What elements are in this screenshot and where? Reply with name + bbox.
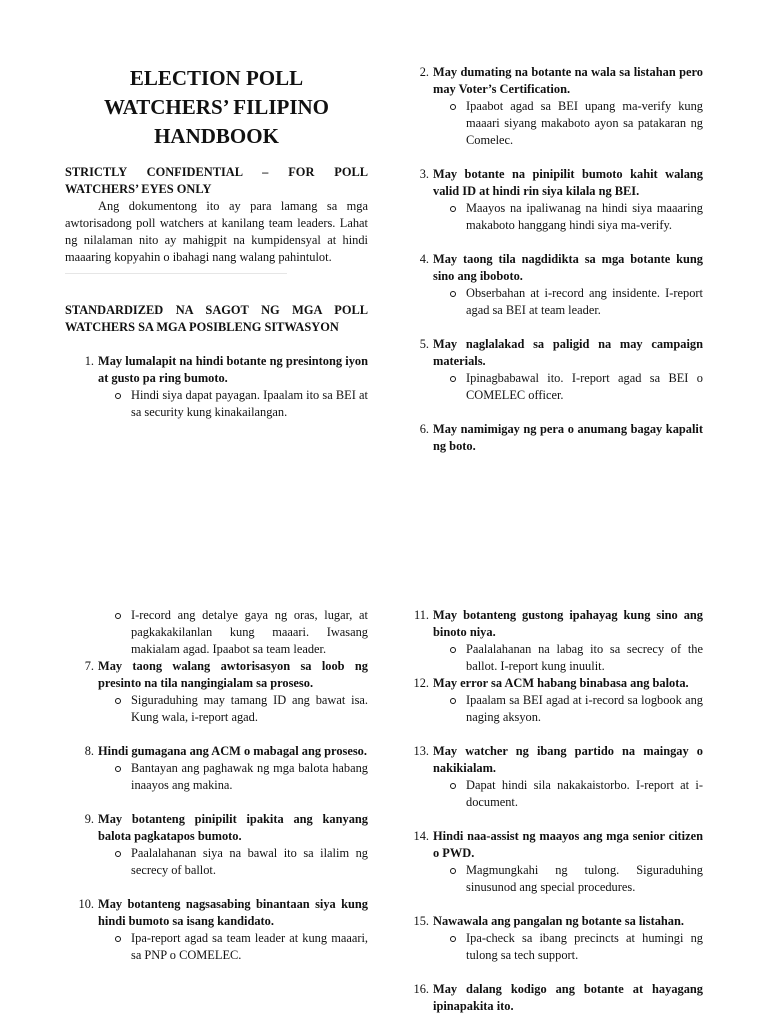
item-bullet bbox=[433, 777, 703, 811]
bullet-text: Paalalahanan siya na bawal ito sa ilalim ng secrecy of ballot. bbox=[131, 846, 368, 877]
bullet-text: Maayos na ipaliwanag na hindi siya maaaring makaboto hanggang hindi siya ma-verify. bbox=[466, 201, 703, 232]
item-bullet bbox=[433, 862, 703, 896]
bullet-text: Dapat hindi sila nakakaistorbo. I-report at i-document. bbox=[466, 778, 703, 809]
list-item bbox=[400, 421, 703, 455]
list-item bbox=[400, 64, 703, 149]
bullet-text: I-record ang detalye gaya ng oras, lugar, at pagkakakilanlan kung maaari. Iwasang makialam agad. Ipaabot sa team leader. bbox=[131, 608, 368, 656]
item-bullet bbox=[98, 387, 368, 421]
bullet-text: Ipinagbabawal ito. I-report agad sa BEI o COMELEC officer. bbox=[466, 371, 703, 402]
intro-paragraph: Ang dokumentong ito ay para lamang sa mga awtorisadong poll watchers at kanilang team leaders. Lahat ng nilalaman nito ay mahigpit na kumpidensyal at hindi maaaring kopyahin o ibahagi nang walang pahintulot. bbox=[65, 199, 368, 264]
circle-bullet-icon bbox=[115, 613, 121, 619]
bullet-text: Paalalahanan na labag ito sa secrecy of the ballot. I-report kung inuulit. bbox=[466, 642, 703, 673]
item-title: May botanteng pinipilit ipakita ang kanyang balota pagkatapos bumoto. bbox=[98, 812, 368, 843]
item-number: 10. bbox=[78, 897, 94, 911]
item-bullet bbox=[98, 692, 368, 726]
item-bullet bbox=[98, 930, 368, 964]
item-number: 5. bbox=[419, 337, 429, 351]
item-number: 7. bbox=[84, 659, 94, 673]
item-title: Hindi gumagana ang ACM o mabagal ang proseso. bbox=[98, 744, 367, 758]
divider bbox=[65, 273, 287, 274]
section-heading: STANDARDIZED NA SAGOT NG MGA POLL WATCHERS SA MGA POSIBLENG SITWASYON bbox=[65, 303, 368, 334]
item-bullet bbox=[433, 930, 703, 964]
item-number: 2. bbox=[419, 65, 429, 79]
item-title: May error sa ACM habang binabasa ang balota. bbox=[433, 676, 689, 690]
confidential-heading: STRICTLY CONFIDENTIAL – FOR POLL WATCHERS’ EYES ONLY bbox=[65, 165, 368, 196]
title-line: WATCHERS’ FILIPINO bbox=[103, 95, 329, 119]
circle-bullet-icon bbox=[450, 206, 456, 212]
item-number: 16. bbox=[413, 982, 429, 996]
list-item bbox=[400, 166, 703, 234]
bullet-text: Siguraduhing may tamang ID ang bawat isa. Kung wala, i-report agad. bbox=[131, 693, 368, 724]
bullet-text: Obserbahan at i-record ang insidente. I-report agad sa BEI at team leader. bbox=[466, 286, 703, 317]
circle-bullet-icon bbox=[450, 291, 456, 297]
item-title: May botante na pinipilit bumoto kahit walang valid ID at hindi rin siya kilala ng BEI. bbox=[433, 167, 703, 198]
item-bullet bbox=[98, 760, 368, 794]
bullet-text: Hindi siya dapat payagan. Ipaalam ito sa BEI at sa security kung kinakailangan. bbox=[131, 388, 368, 419]
item-bullet bbox=[98, 607, 368, 658]
page2-right-column bbox=[400, 607, 703, 1015]
page1-left-column bbox=[65, 64, 368, 421]
item-bullet bbox=[433, 692, 703, 726]
item-bullet bbox=[433, 200, 703, 234]
item-title: May taong walang awtorisasyon sa loob ng presinto na tila nangingialam sa proseso. bbox=[98, 659, 368, 690]
item-title: Hindi naa-assist ng maayos ang mga senior citizen o PWD. bbox=[433, 829, 703, 860]
circle-bullet-icon bbox=[115, 698, 121, 704]
list-item bbox=[400, 251, 703, 319]
circle-bullet-icon bbox=[115, 393, 121, 399]
circle-bullet-icon bbox=[115, 936, 121, 942]
item-number: 3. bbox=[419, 167, 429, 181]
list-item bbox=[400, 981, 703, 1015]
circle-bullet-icon bbox=[450, 698, 456, 704]
item-bullet bbox=[433, 641, 703, 675]
item-title: May botanteng nagsasabing binantaan siya kung hindi bumoto sa isang kandidato. bbox=[98, 897, 368, 928]
item-title: May watcher ng ibang partido na maingay o nakikialam. bbox=[433, 744, 703, 775]
list-item bbox=[65, 658, 368, 726]
item-title: May taong tila nagdidikta sa mga botante kung sino ang iboboto. bbox=[433, 252, 703, 283]
item-title: May lumalapit na hindi botante ng presintong iyon at gusto pa ring bumoto. bbox=[98, 354, 368, 385]
item-number: 11. bbox=[413, 608, 429, 622]
item-bullet bbox=[433, 370, 703, 404]
list-item bbox=[65, 811, 368, 879]
item-number: 12. bbox=[413, 676, 429, 690]
page2-left-column bbox=[65, 607, 368, 964]
item-number: 8. bbox=[84, 744, 94, 758]
bullet-text: Ipaabot agad sa BEI upang ma-verify kung maaari siyang makaboto ayon sa patakaran ng Comelec. bbox=[466, 99, 703, 147]
title-line: HANDBOOK bbox=[154, 124, 279, 148]
list-item bbox=[65, 353, 368, 421]
item-number: 6. bbox=[419, 422, 429, 436]
list-item bbox=[400, 675, 703, 726]
item-title: May dumating na botante na wala sa listahan pero may Voter’s Certification. bbox=[433, 65, 703, 96]
item-bullet bbox=[433, 98, 703, 149]
bullet-text: Ipaalam sa BEI agad at i-record sa logbook ang naging aksyon. bbox=[466, 693, 703, 724]
list-item bbox=[400, 913, 703, 964]
bullet-text: Bantayan ang paghawak ng mga balota habang inaayos ang makina. bbox=[131, 761, 368, 792]
item-number: 1. bbox=[84, 354, 94, 368]
title-line: ELECTION POLL bbox=[129, 66, 304, 90]
list-item bbox=[65, 743, 368, 794]
item-bullet bbox=[433, 285, 703, 319]
document-title bbox=[65, 64, 368, 151]
item-number: 15. bbox=[413, 914, 429, 928]
list-item bbox=[400, 743, 703, 811]
item-title: May namimigay ng pera o anumang bagay kapalit ng boto. bbox=[433, 422, 703, 453]
item-number: 4. bbox=[419, 252, 429, 266]
page1-right-column bbox=[400, 64, 703, 455]
list-item bbox=[400, 828, 703, 896]
list-item bbox=[400, 336, 703, 404]
circle-bullet-icon bbox=[450, 376, 456, 382]
circle-bullet-icon bbox=[450, 783, 456, 789]
bullet-text: Magmungkahi ng tulong. Siguraduhing sinusunod ang special procedures. bbox=[466, 863, 703, 894]
list-item bbox=[65, 896, 368, 964]
item-number: 14. bbox=[413, 829, 429, 843]
item-bullet bbox=[98, 845, 368, 879]
circle-bullet-icon bbox=[115, 766, 121, 772]
item-title: May naglalakad sa paligid na may campaign materials. bbox=[433, 337, 703, 368]
circle-bullet-icon bbox=[115, 851, 121, 857]
list-item bbox=[400, 607, 703, 675]
item-title: May dalang kodigo ang botante at hayagang ipinapakita ito. bbox=[433, 982, 703, 1013]
item-number: 13. bbox=[413, 744, 429, 758]
circle-bullet-icon bbox=[450, 936, 456, 942]
circle-bullet-icon bbox=[450, 868, 456, 874]
item-title: May botanteng gustong ipahayag kung sino ang binoto niya. bbox=[433, 608, 703, 639]
item-number: 9. bbox=[84, 812, 94, 826]
item-title: Nawawala ang pangalan ng botante sa listahan. bbox=[433, 914, 684, 928]
bullet-text: Ipa-check sa ibang precincts at humingi ng tulong sa tech support. bbox=[466, 931, 703, 962]
bullet-text: Ipa-report agad sa team leader at kung maaari, sa PNP o COMELEC. bbox=[131, 931, 368, 962]
circle-bullet-icon bbox=[450, 104, 456, 110]
circle-bullet-icon bbox=[450, 647, 456, 653]
